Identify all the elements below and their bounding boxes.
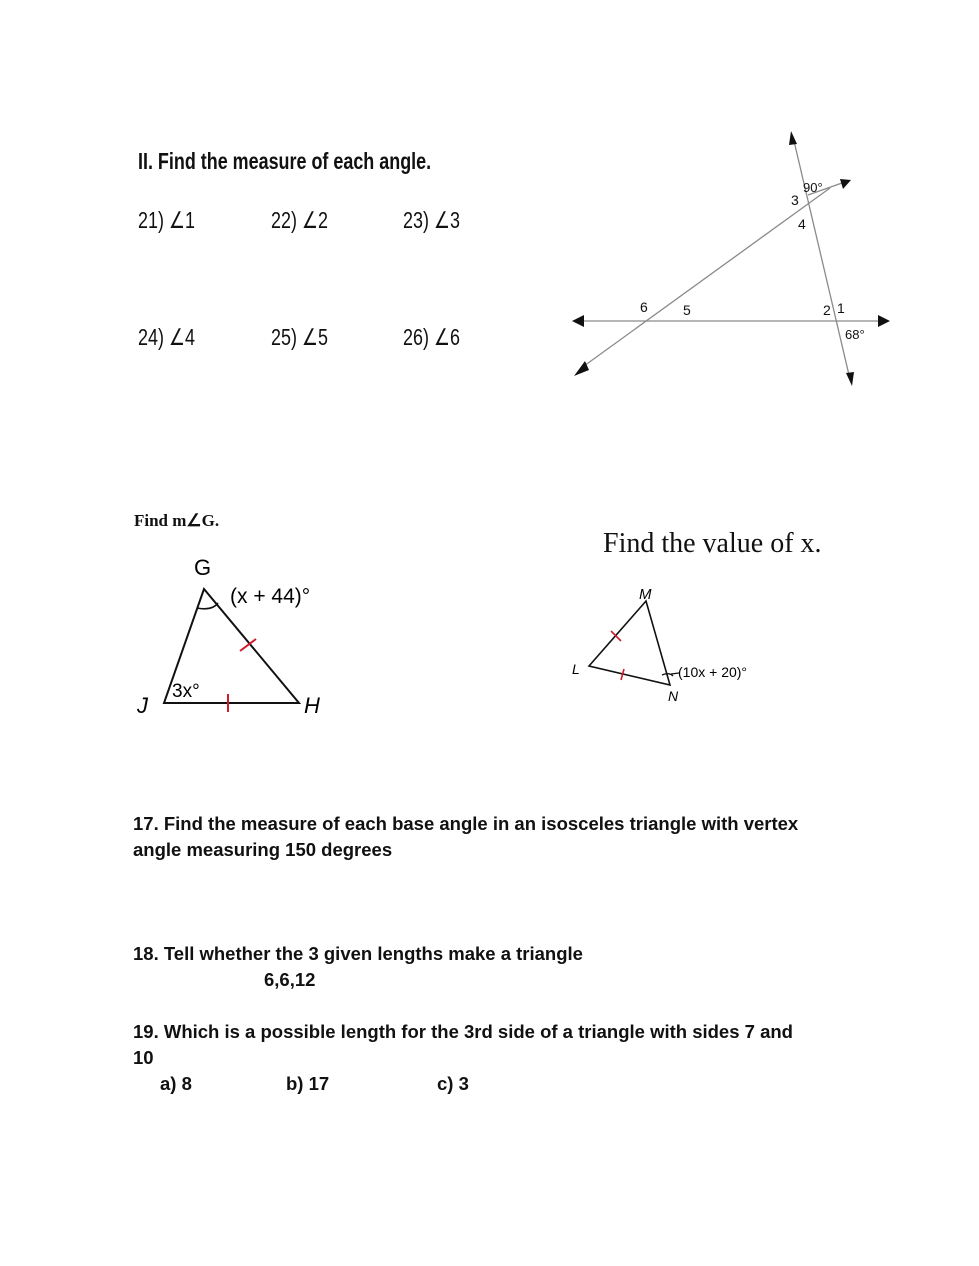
vertex-l: L <box>572 661 580 677</box>
transversal-line <box>584 188 830 366</box>
problem-21: 21) ∠1 <box>138 207 195 233</box>
arrow-90-icon <box>840 179 851 189</box>
option-b: b) 17 <box>286 1073 330 1094</box>
label-90: 90° <box>803 180 823 195</box>
arrow-bottom-icon <box>846 372 854 386</box>
section-title: II. Find the measure of each angle. <box>138 148 432 174</box>
arrow-right-icon <box>878 315 890 327</box>
question-19-line-1: 19. Which is a possible length for the 3rd side of a triangle with sides 7 and <box>133 1021 793 1042</box>
problem-24: 24) ∠4 <box>138 324 195 350</box>
angle-arc-g <box>197 603 218 609</box>
find-x-title: Find the value of x. <box>603 528 822 559</box>
arrow-top-icon <box>789 131 797 145</box>
arrow-left-icon <box>572 315 584 327</box>
triangle-lmn <box>565 578 785 708</box>
label-3: 3 <box>791 192 799 208</box>
vertex-j: J <box>137 693 148 718</box>
steep-line <box>794 141 849 375</box>
problem-22: 22) ∠2 <box>271 207 328 233</box>
label-5: 5 <box>683 302 691 318</box>
triangle-shape-lmn <box>589 601 670 685</box>
angle-figure <box>560 125 900 390</box>
triangle-gjh <box>130 545 350 725</box>
label-6: 6 <box>640 299 648 315</box>
problem-23: 23) ∠3 <box>403 207 460 233</box>
angle-label-j: 3x° <box>172 681 200 702</box>
vertex-g: G <box>194 555 212 580</box>
question-17-line-1: 17. Find the measure of each base angle in an isosceles triangle with vertex <box>133 813 799 834</box>
angle-label-g: (x + 44)° <box>230 585 311 608</box>
angle-label-n: (10x + 20)° <box>678 664 748 680</box>
option-a: a) 8 <box>160 1073 192 1094</box>
label-2: 2 <box>823 302 831 318</box>
label-1: 1 <box>837 300 845 316</box>
label-68: 68° <box>845 327 865 342</box>
find-g-title: Find m∠G. <box>134 511 220 530</box>
question-19-line-2: 10 <box>133 1047 154 1068</box>
vertex-h: H <box>304 693 320 718</box>
option-c: c) 3 <box>437 1073 469 1094</box>
question-18-line-1: 18. Tell whether the 3 given lengths make a triangle <box>133 943 583 964</box>
problem-26: 26) ∠6 <box>403 324 460 350</box>
vertex-n: N <box>668 688 679 704</box>
vertex-m: M <box>639 586 652 603</box>
question-18-values: 6,6,12 <box>264 969 316 990</box>
question-17-line-2: angle measuring 150 degrees <box>133 839 393 860</box>
problem-25: 25) ∠5 <box>271 324 328 350</box>
label-4: 4 <box>798 216 806 232</box>
